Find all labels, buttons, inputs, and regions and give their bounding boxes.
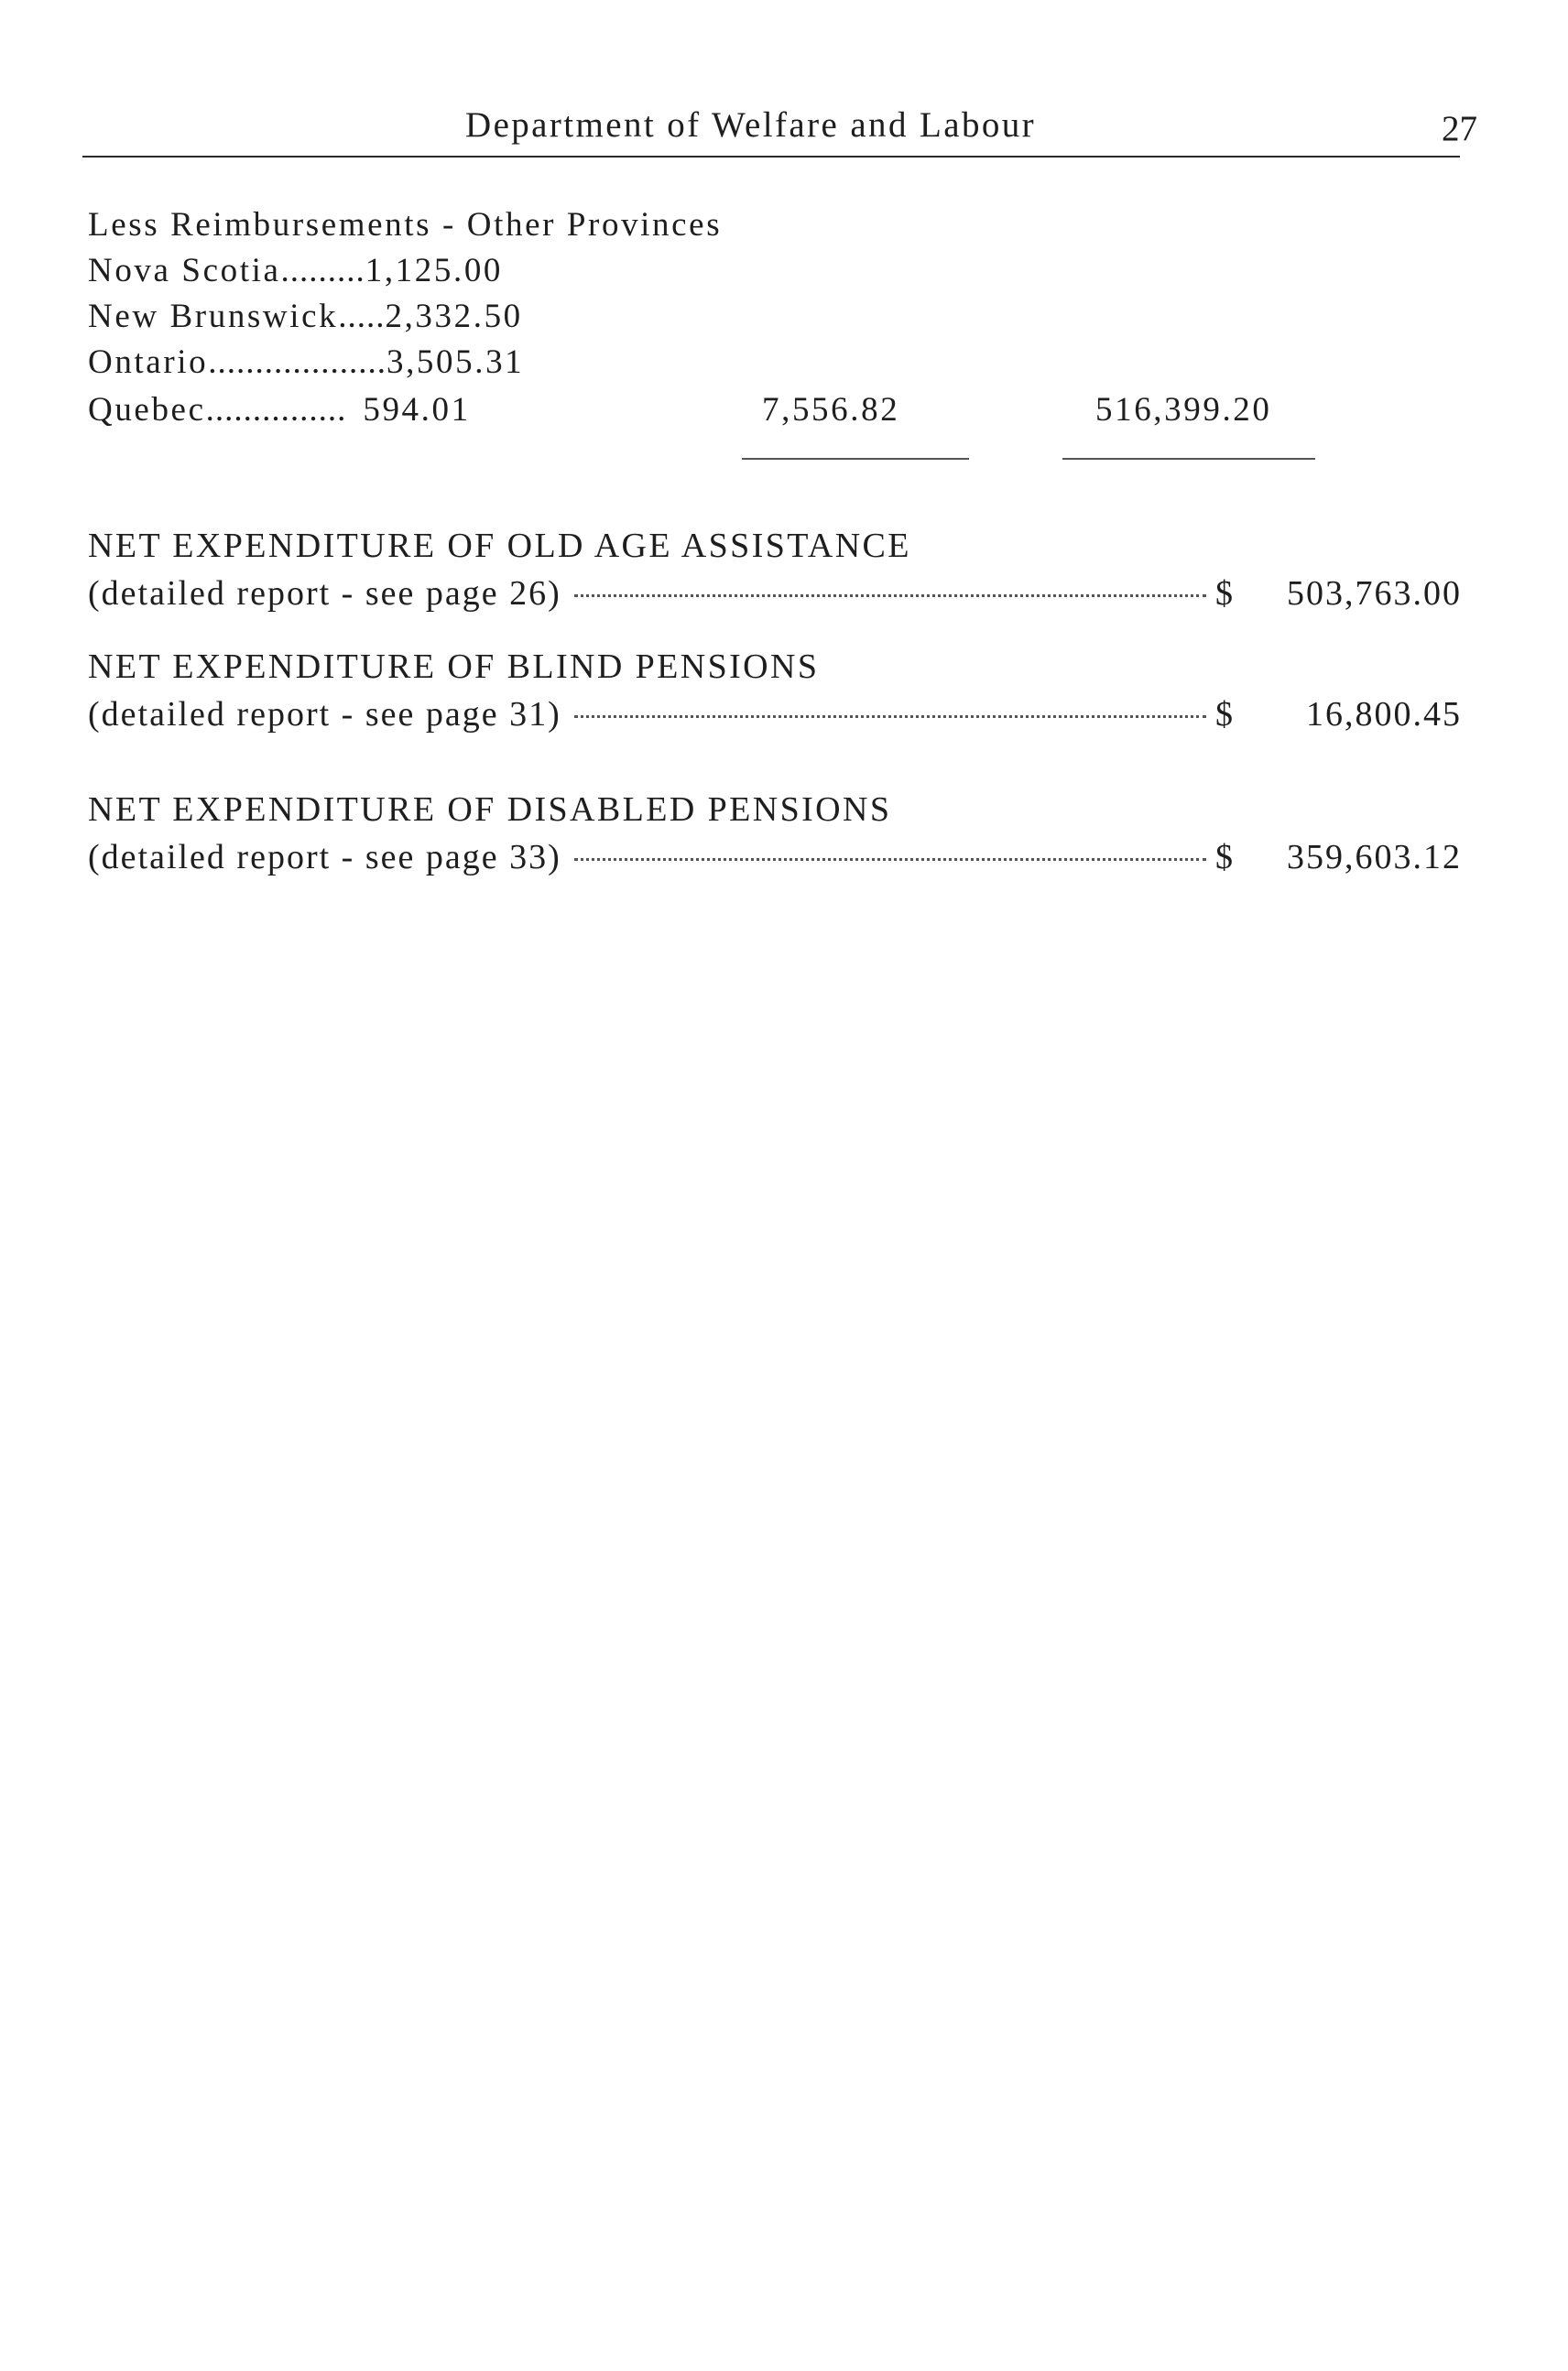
section-title-blind-pensions: NET EXPENDITURE OF BLIND PENSIONS: [88, 647, 820, 686]
province-amount: 3,505.31: [386, 343, 525, 381]
dot-leader: .....: [338, 298, 386, 335]
expenditure-amount: 16,800.45: [1306, 695, 1462, 734]
province-name: Nova Scotia: [88, 252, 281, 289]
reimbursements-heading: Less Reimbursements - Other Provinces: [88, 206, 723, 244]
currency-symbol: $: [1215, 695, 1235, 734]
detail-reference: (detailed report - see page 33): [88, 838, 561, 876]
province-amount: 594.01: [363, 391, 471, 429]
dot-leader: [574, 715, 1206, 718]
running-head: Department of Welfare and Labour: [465, 105, 1037, 145]
detail-line-blind-pensions: [88, 694, 1462, 734]
reimbursements-subtotal: 7,556.82: [762, 391, 900, 429]
province-name: Quebec: [88, 391, 206, 429]
currency-symbol: $: [1215, 838, 1235, 876]
expenditure-amount: 359,603.12: [1287, 838, 1462, 876]
reimbursements-net-total: 516,399.20: [1095, 391, 1272, 429]
province-amount: 2,332.50: [385, 298, 523, 335]
reimbursement-row-ontario: [88, 343, 524, 382]
detail-line-disabled-pensions: [88, 837, 1462, 877]
dot-leader: [574, 594, 1206, 597]
province-name: Ontario: [88, 343, 209, 381]
reimbursement-row-quebec: [88, 390, 471, 430]
detail-reference: (detailed report - see page 26): [88, 574, 561, 613]
province-name: New Brunswick: [88, 298, 339, 335]
subtotal-underline: [742, 458, 969, 460]
header-rule: [82, 156, 1460, 158]
page-number: 27: [1442, 109, 1477, 148]
section-title-old-age-assistance: NET EXPENDITURE OF OLD AGE ASSISTANCE: [88, 527, 911, 565]
detail-line-old-age-assistance: [88, 573, 1462, 614]
reimbursement-row-nova-scotia: [88, 251, 503, 290]
detail-reference: (detailed report - see page 31): [88, 695, 561, 734]
net-total-underline: [1062, 458, 1315, 460]
currency-symbol: $: [1215, 574, 1235, 613]
expenditure-amount: 503,763.00: [1287, 574, 1462, 613]
reimbursement-row-new-brunswick: [88, 297, 523, 336]
section-title-disabled-pensions: NET EXPENDITURE OF DISABLED PENSIONS: [88, 790, 892, 829]
dot-leader: ...............: [205, 391, 347, 429]
dot-leader: ...................: [208, 343, 387, 381]
dot-leader: [574, 858, 1206, 861]
province-amount: 1,125.00: [365, 252, 504, 289]
dot-leader: .........: [280, 252, 365, 289]
